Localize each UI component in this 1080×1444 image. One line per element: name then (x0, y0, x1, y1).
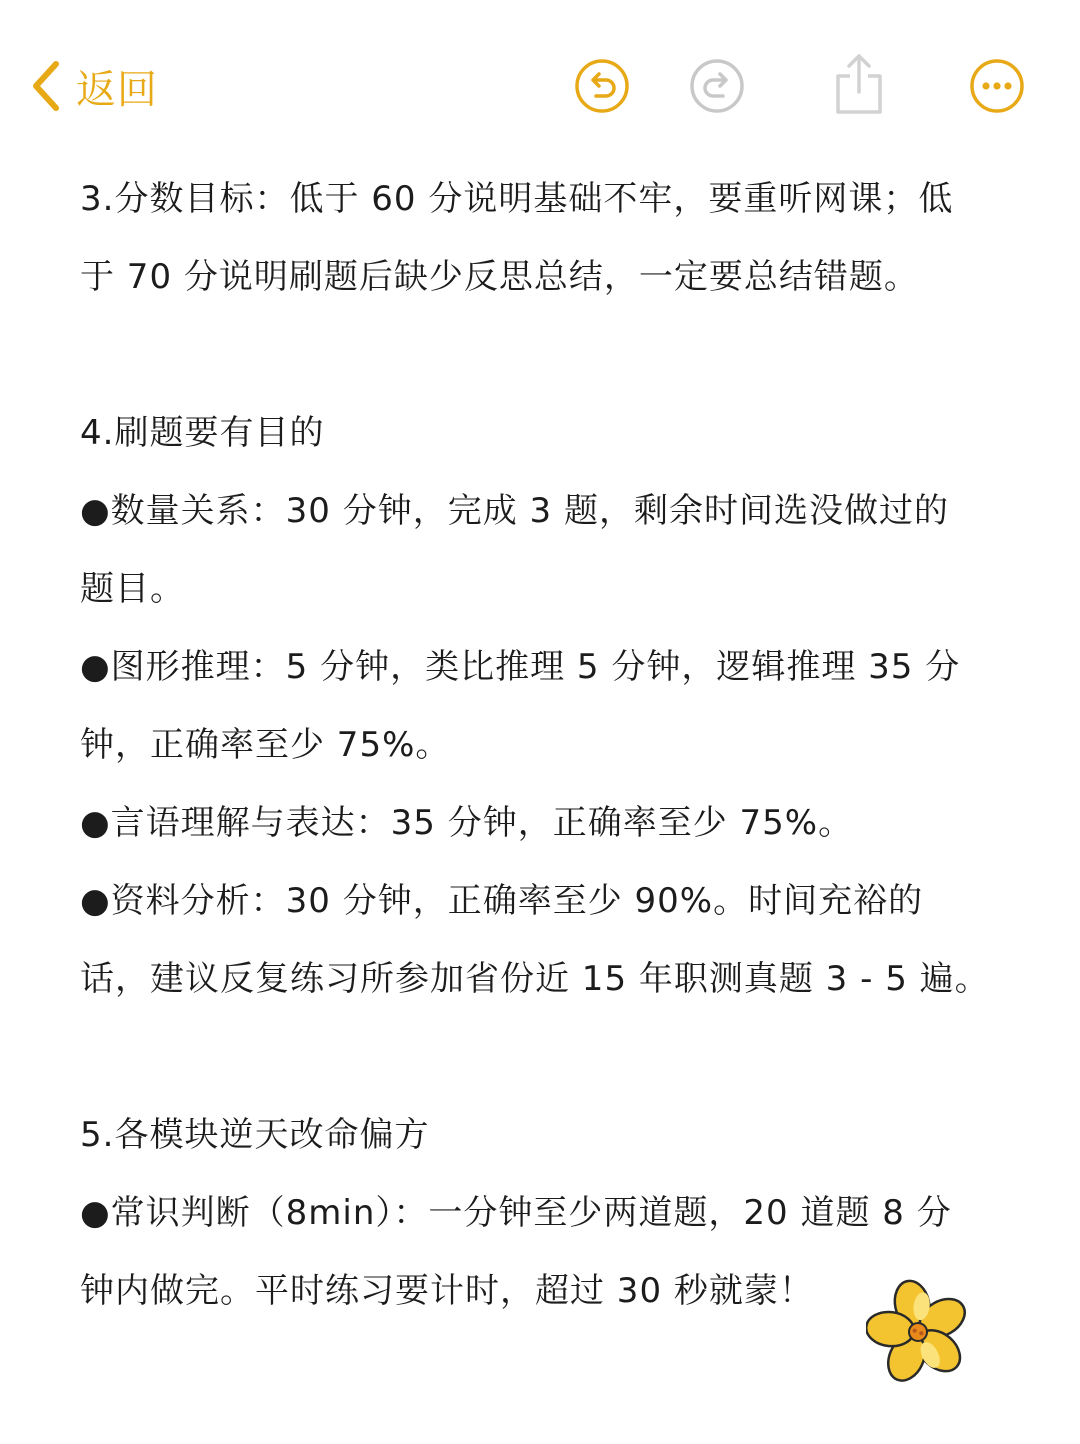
blank-line (80, 316, 1010, 394)
text-line: 话，建议反复练习所参加省份近 15 年职测真题 3 - 5 遍。 (80, 959, 990, 999)
text-line: 题目。 (80, 569, 185, 609)
bullet-line: ●数量关系：30 分钟，完成 3 题，剩余时间选没做过的 (80, 491, 949, 531)
bullet-line: ●言语理解与表达：35 分钟，正确率至少 75%。 (80, 803, 854, 843)
section-heading: 4.刷题要有目的 (80, 413, 325, 453)
share-button[interactable] (830, 52, 888, 116)
flower-sticker-icon (866, 1276, 970, 1386)
text-line: 于 70 分说明刷题后缺少反思总结，一定要总结错题。 (80, 257, 919, 297)
chevron-left-icon (28, 60, 62, 112)
more-options-button[interactable] (969, 58, 1025, 114)
blank-line (80, 1018, 1010, 1096)
redo-button[interactable] (689, 58, 745, 114)
undo-button[interactable] (574, 58, 630, 114)
section-heading: 5.各模块逆天改命偏方 (80, 1115, 430, 1155)
note-toolbar (0, 0, 1080, 160)
redo-icon (689, 58, 745, 114)
note-body[interactable] (80, 160, 1010, 1330)
back-label: 返回 (76, 66, 158, 113)
bullet-line: ●常识判断（8min）：一分钟至少两道题，20 道题 8 分 (80, 1193, 952, 1233)
more-icon (969, 58, 1025, 114)
undo-icon (574, 58, 630, 114)
text-line: 钟内做完。平时练习要计时，超过 30 秒就蒙！ (80, 1271, 814, 1311)
bullet-line: ●图形推理：5 分钟，类比推理 5 分钟，逻辑推理 35 分 (80, 647, 961, 687)
back-button[interactable] (28, 56, 158, 116)
text-line: 3.分数目标：低于 60 分说明基础不牢，要重听网课；低 (80, 179, 954, 219)
text-line: 钟，正确率至少 75%。 (80, 725, 451, 765)
bullet-line: ●资料分析：30 分钟，正确率至少 90%。时间充裕的 (80, 881, 924, 921)
share-icon (830, 52, 888, 116)
